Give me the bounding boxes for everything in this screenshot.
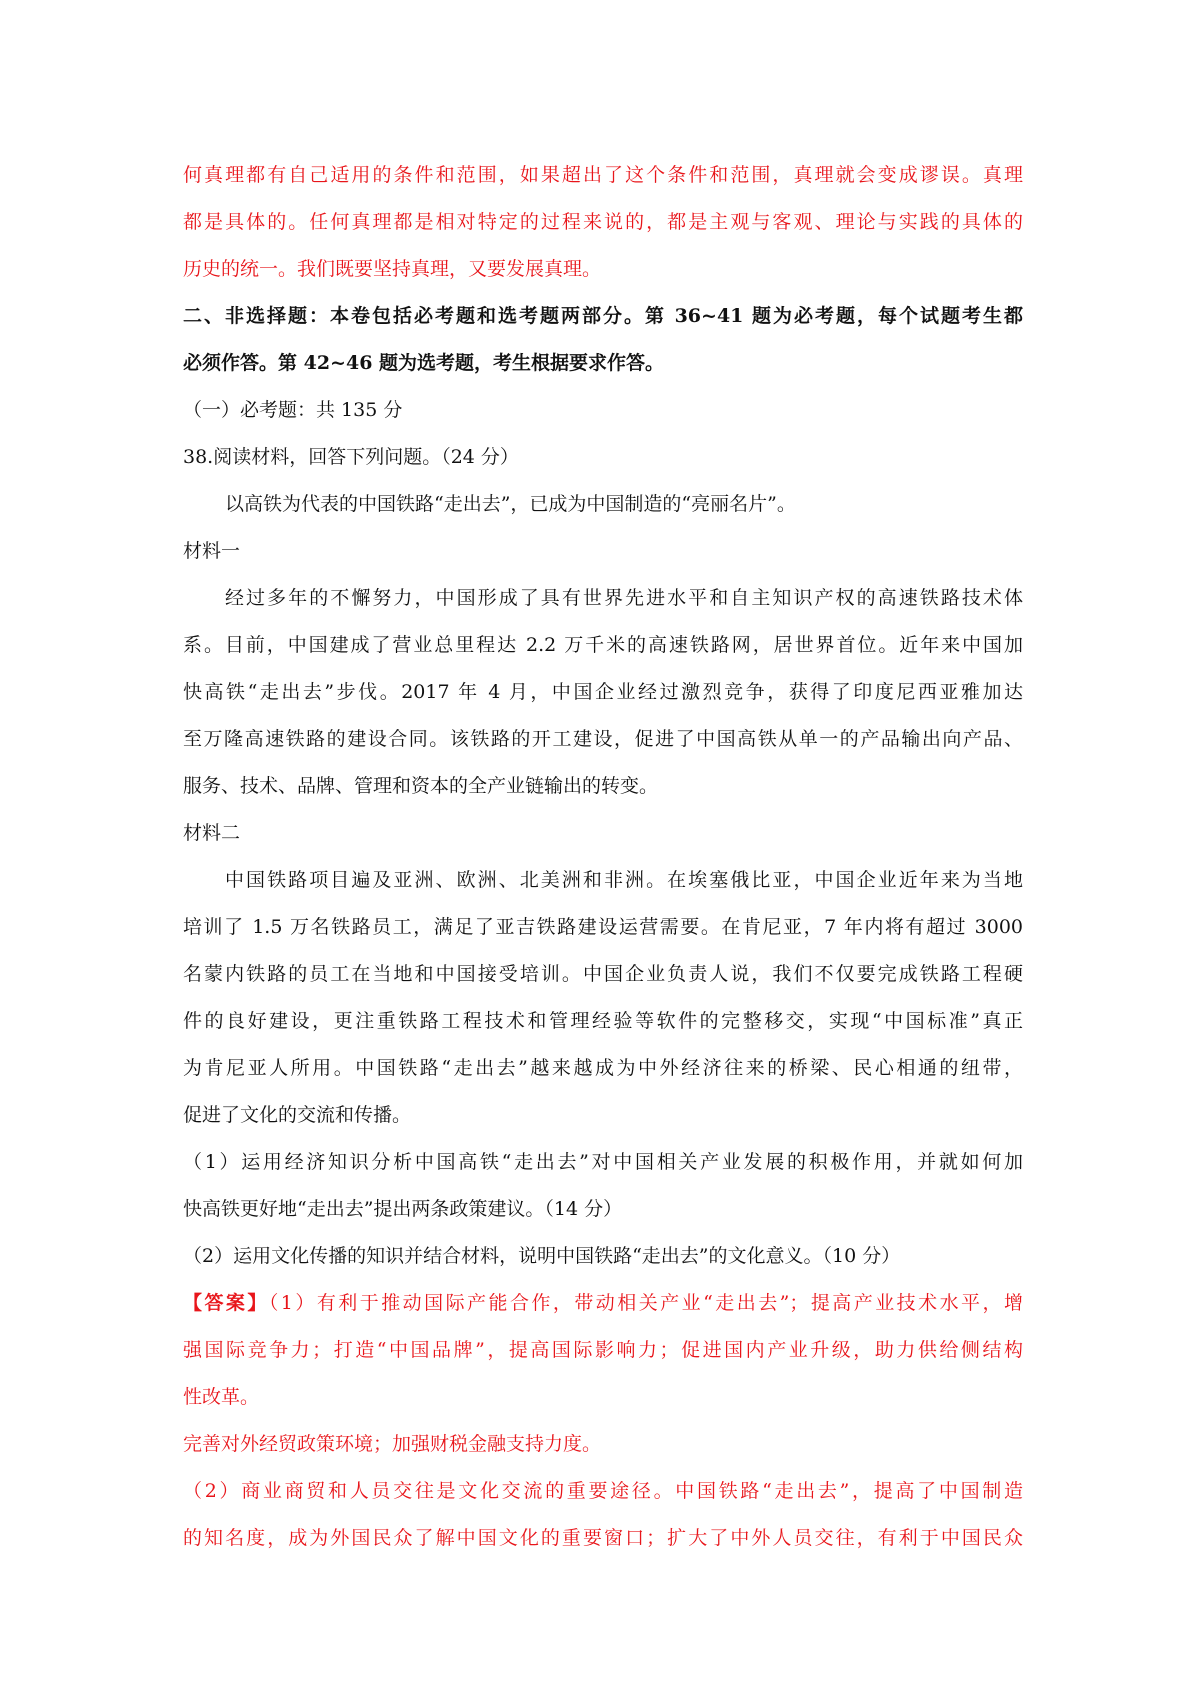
- section-heading-line: 二、非选择题：本卷包括必考题和选考题两部分。第 36~41 题为必考题，每个试题考生都: [183, 305, 1023, 327]
- document-page: [183, 152, 1023, 1562]
- section-heading-line: 必须作答。第 42~46 题为选考题，考生根据要求作答。: [183, 352, 665, 374]
- answer-line: [183, 1280, 1023, 1327]
- prev-answer-line: 何真理都有自己适用的条件和范围，如果超出了这个条件和范围，真理就会变成谬误。真理: [183, 164, 1023, 186]
- answer-line: 强国际竞争力；打造“中国品牌”，提高国际影响力；促进国内产业升级，助力供给侧结构: [183, 1339, 1023, 1361]
- answer-text: （1）有利于推动国际产能合作，带动相关产业“走出去”；提高产业技术水平，增: [268, 1292, 1023, 1314]
- material-two-line: 中国铁路项目遍及亚洲、欧洲、北美洲和非洲。在埃塞俄比亚，中国企业近年来为当地: [225, 869, 1023, 891]
- material-two-label: 材料二: [183, 822, 241, 844]
- material-one-line: 服务、技术、品牌、管理和资本的全产业链输出的转变。: [183, 775, 659, 797]
- material-one-label: 材料一: [183, 540, 241, 562]
- answer-line: 性改革。: [183, 1386, 260, 1408]
- question-one-line: 快高铁更好地“走出去”提出两条政策建议。（14 分）: [183, 1198, 623, 1220]
- question-one-line: （1）运用经济知识分析中国高铁“走出去”对中国相关产业发展的积极作用，并就如何加: [183, 1151, 1023, 1173]
- material-one-line: 系。目前，中国建成了营业总里程达 2.2 万千米的高速铁路网，居世界首位。近年来中国加: [183, 634, 1023, 656]
- subsection-heading: （一）必考题：共 135 分: [183, 399, 403, 421]
- material-two-line: 培训了 1.5 万名铁路员工，满足了亚吉铁路建设运营需要。在肯尼亚，7 年内将有超过 3000: [183, 916, 1023, 938]
- answer-line: （2）商业商贸和人员交往是文化交流的重要途径。中国铁路“走出去”，提高了中国制造: [183, 1480, 1023, 1502]
- material-one-line: 至万隆高速铁路的建设合同。该铁路的开工建设，促进了中国高铁从单一的产品输出向产品、: [183, 728, 1023, 750]
- question-two: （2）运用文化传播的知识并结合材料，说明中国铁路“走出去”的文化意义。（10 分）: [183, 1245, 901, 1267]
- material-two-line: 为肯尼亚人所用。中国铁路“走出去”越来越成为中外经济往来的桥梁、民心相通的纽带，: [183, 1057, 1023, 1079]
- answer-line: 的知名度，成为外国民众了解中国文化的重要窗口；扩大了中外人员交往，有利于中国民众: [183, 1527, 1023, 1549]
- answer-line: 完善对外经贸政策环境；加强财税金融支持力度。: [183, 1433, 602, 1455]
- question-intro: 以高铁为代表的中国铁路“走出去”，已成为中国制造的“亮丽名片”。: [225, 493, 796, 515]
- material-one-line: 经过多年的不懈努力，中国形成了具有世界先进水平和自主知识产权的高速铁路技术体: [225, 587, 1023, 609]
- prev-answer-line: 历史的统一。我们既要坚持真理，又要发展真理。: [183, 258, 602, 280]
- question-title: 38.阅读材料，回答下列问题。（24 分）: [183, 446, 519, 468]
- answer-tag: 【答案】: [183, 1292, 269, 1314]
- material-one-line: 快高铁“走出去”步伐。2017 年 4 月，中国企业经过激烈竞争，获得了印度尼西亚雅加达: [183, 681, 1023, 703]
- material-two-line: 名蒙内铁路的员工在当地和中国接受培训。中国企业负责人说，我们不仅要完成铁路工程硬: [183, 963, 1023, 985]
- material-two-line: 件的良好建设，更注重铁路工程技术和管理经验等软件的完整移交，实现“中国标准”真正: [183, 1010, 1023, 1032]
- material-two-line: 促进了文化的交流和传播。: [183, 1104, 412, 1126]
- prev-answer-line: 都是具体的。任何真理都是相对特定的过程来说的，都是主观与客观、理论与实践的具体的: [183, 211, 1023, 233]
